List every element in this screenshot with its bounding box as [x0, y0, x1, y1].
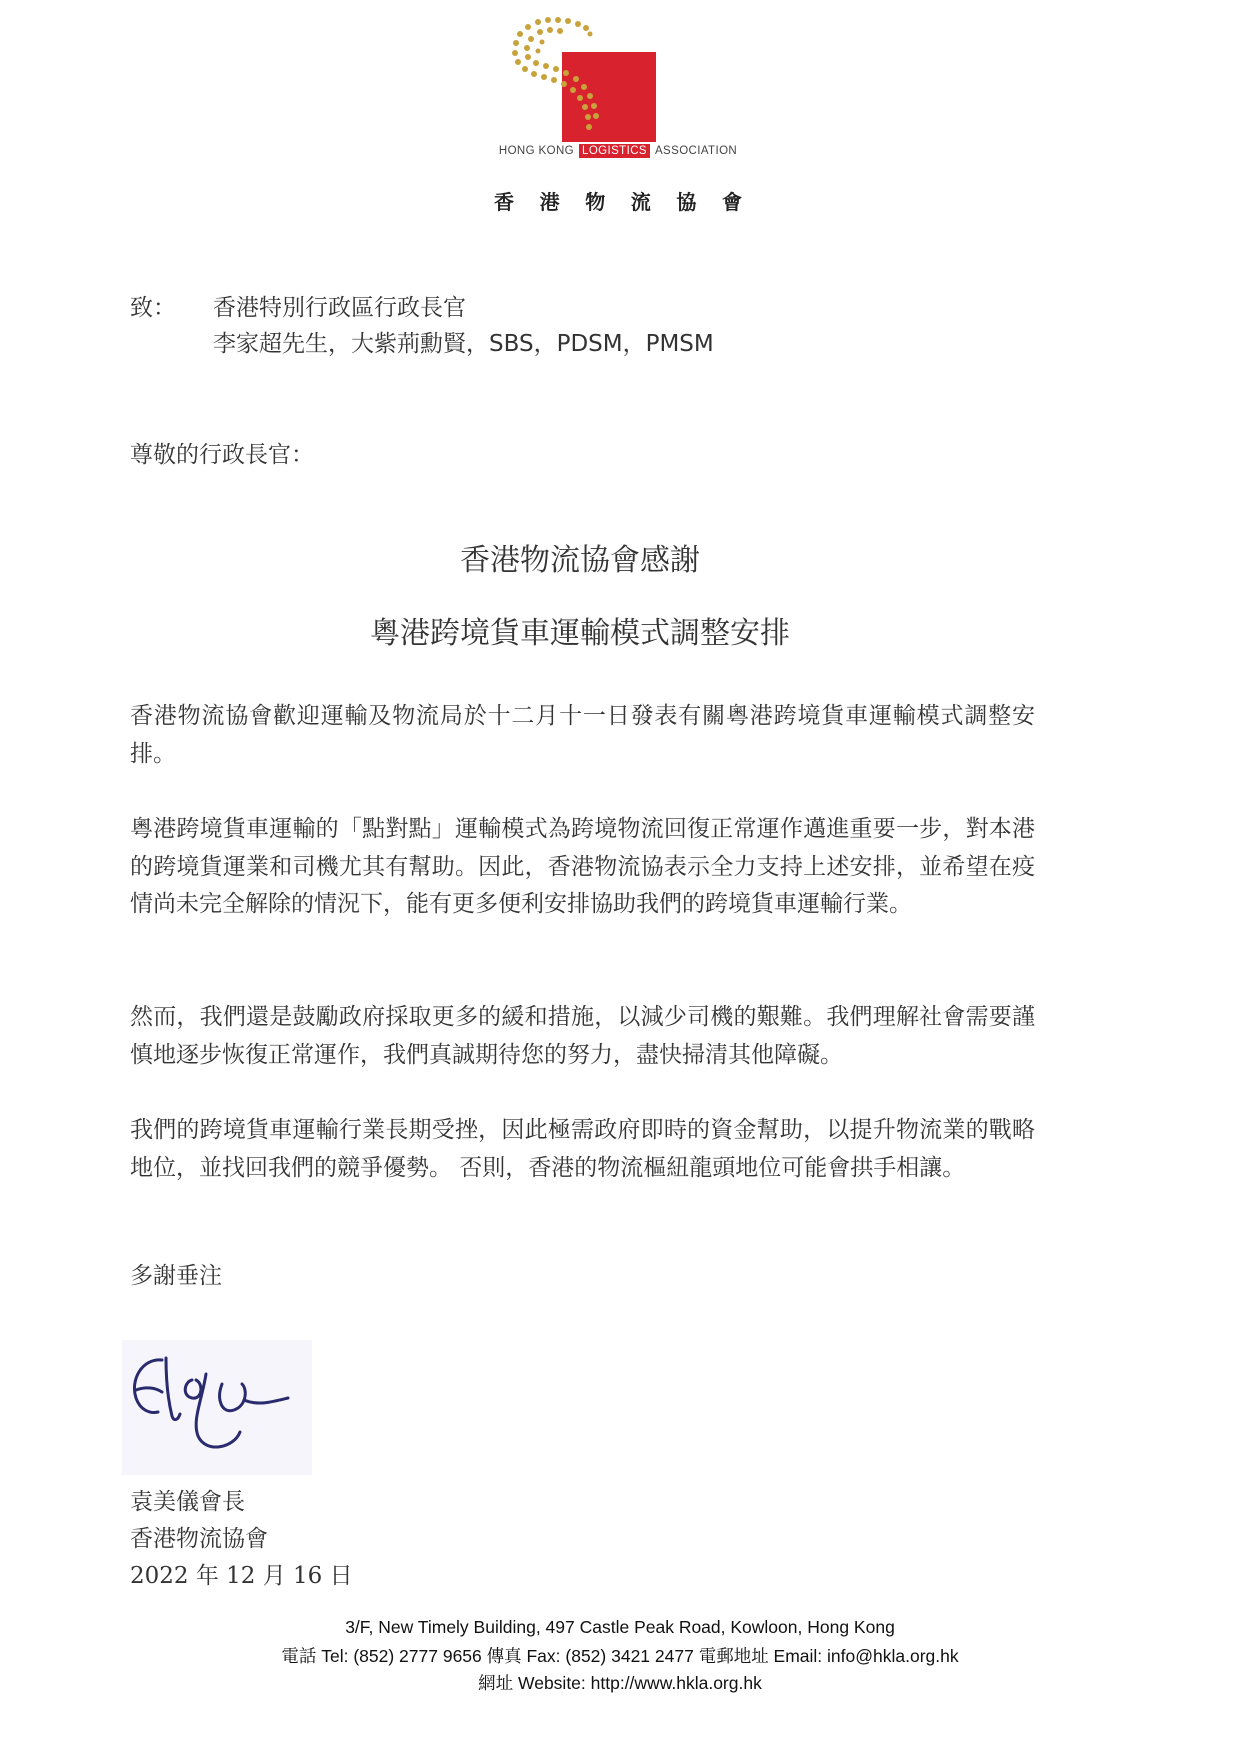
footer-address: 3/F, New Timely Building, 497 Castle Peak Road, Kowloon, Hong Kong [345, 1617, 895, 1637]
closing-remark: 多謝垂注 [130, 1263, 222, 1289]
signature-drawing [122, 1340, 312, 1475]
body-paragraph: 粵港跨境貨車運輸的「點對點」運輸模式為跨境物流回復正常運作邁進重要一步，對本港的跨境貨運業和司機尤其有幫助。因此，香港物流協表示全力支持上述安排，並希望在疫情尚未完全解除的情況下，能有更多便利安排協助我們的跨境貨車運輸行業。 [130, 816, 1035, 917]
logo-zh-char: 物 [585, 190, 606, 214]
logo-english-name [488, 142, 748, 160]
logo-chinese-name [488, 186, 748, 214]
letter-title-line2: 粵港跨境貨車運輸模式調整安排 [370, 616, 790, 651]
logo-zh-char: 流 [630, 190, 651, 214]
letter-title-line1: 香港物流協會感謝 [460, 543, 700, 578]
signer-organization: 香港物流協會 [130, 1526, 268, 1552]
hkla-logo [478, 14, 758, 214]
logo-zh-char: 港 [539, 190, 560, 214]
handwritten-signature [122, 1340, 312, 1475]
salutation: 尊敬的行政長官： [130, 442, 314, 468]
body-paragraph: 我們的跨境貨車運輸行業長期受挫，因此極需政府即時的資金幫助，以提升物流業的戰略地位，並找回我們的競爭優勢。 否則，香港的物流樞紐龍頭地位可能會拱手相讓。 [130, 1117, 1035, 1181]
recipient-label: 致： [130, 295, 176, 321]
letter-date: 2022 年 12 月 16 日 [130, 1563, 353, 1589]
body-paragraph: 香港物流協會歡迎運輸及物流局於十二月十一日發表有關粵港跨境貨車運輸模式調整安排。 [130, 703, 1035, 767]
hkla-logo-mark [478, 14, 758, 144]
recipient-title: 香港特別行政區行政長官 [213, 295, 466, 321]
footer-contacts: 電話 Tel: (852) 2777 9656 傳真 Fax: (852) 3421 2477 電郵地址 Email: info@hkla.org.hk [281, 1646, 959, 1666]
logo-english-mid: LOGISTICS [579, 144, 650, 158]
logo-zh-char: 香 [494, 190, 514, 214]
logo-zh-char: 協 [676, 190, 697, 214]
logo-zh-char: 會 [721, 190, 742, 214]
signer-name: 袁美儀會長 [130, 1489, 245, 1515]
footer-website: 網址 Website: http://www.hkla.org.hk [478, 1673, 762, 1693]
body-paragraph: 然而，我們還是鼓勵政府採取更多的緩和措施，以減少司機的艱難。我們理解社會需要謹慎地逐步恢復正常運作，我們真誠期待您的努力，盡快掃清其他障礙。 [130, 1004, 1035, 1068]
logo-english-left: HONG KONG [498, 145, 575, 157]
recipient-name: 李家超先生，大紫荊勳賢，SBS，PDSM，PMSM [213, 331, 714, 357]
logo-english-right: ASSOCIATION [654, 145, 738, 157]
